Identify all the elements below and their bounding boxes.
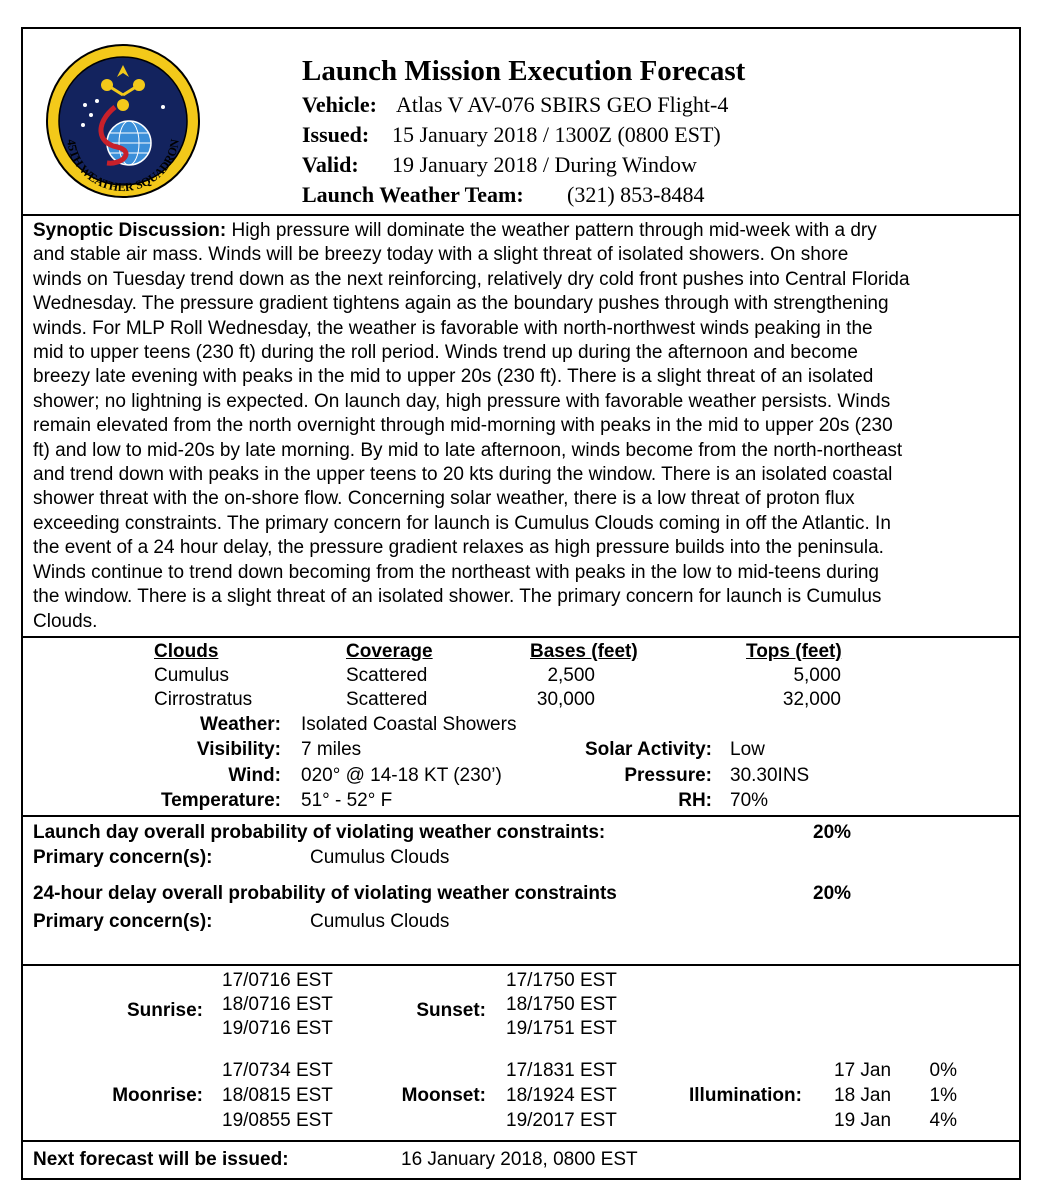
pressure-label: Pressure: <box>624 765 712 786</box>
team-label: Launch Weather Team: <box>302 182 524 207</box>
vehicle-label: Vehicle: <box>302 92 377 117</box>
cloud-tops: 32,000 <box>782 689 841 710</box>
cloud-tops: 5,000 <box>793 665 841 686</box>
synoptic-text: High pressure will dominate the weather pattern through mid-week with a dry and stable air mass. Winds will be breezy today with a slight threat of isolated showers. On shore winds on Tuesday trend down as the next reinforcing, relatively dry cold front pushes into Central Florida Wednesday. The pressure gradient tightens again as the boundary pushes through with strengthening winds. For MLP Roll Wednesday, the weather is favorable with north-northwest winds peaking in the mid to upper teens (230 ft) during the roll period. Winds trend up during the afternoon and become breezy late evening with peaks in the mid to upper 20s (230 ft). There is a slight threat of an isolated shower; no lightning is expected. On launch day, high pressure with favorable weather persists. Winds remain elevated from the north overnight through mid-morning with peaks in the mid to upper 20s (230 ft) and low to mid-20s by late morning. By mid to late afternoon, winds become from the north-northeast and trend down with peaks in the upper teens to 20 kts during the window. There is an isolated coastal shower threat with the on-shore flow. Concerning solar weather, there is a low threat of proton flux exceeding constraints. The primary concern for launch is Cumulus Clouds coming in off the Atlantic. In the event of a 24 hour delay, the pressure gradient relaxes as high pressure builds into the peninsula. Winds continue to trend down becoming from the northeast with peaks in the low to mid-teens during the window. There is a slight threat of an isolated shower. The primary concern for launch is Cumulus Clouds. <box>33 220 910 632</box>
issued-value: 15 January 2018 / 1300Z (0800 EST) <box>392 122 721 147</box>
coverage-header: Coverage <box>346 641 433 662</box>
next-forecast-value: 16 January 2018, 0800 EST <box>401 1149 638 1170</box>
cloud-coverage: Scattered <box>346 665 428 686</box>
divider <box>23 964 1019 966</box>
valid-label: Valid: <box>302 152 359 177</box>
cloud-type: Cirrostratus <box>154 689 253 710</box>
moonset-time: 18/1924 EST <box>506 1085 617 1106</box>
rh-value: 70% <box>730 790 769 811</box>
visibility-label: Visibility: <box>196 739 281 760</box>
sunrise-time: 18/0716 EST <box>222 994 333 1015</box>
vehicle-value: Atlas V AV-076 SBIRS GEO Flight-4 <box>396 92 729 117</box>
cloud-bases: 2,500 <box>547 665 595 686</box>
sunrise-label: Sunrise: <box>126 1000 203 1021</box>
sunset-time: 17/1750 EST <box>506 970 617 991</box>
bases-header: Bases (feet) <box>530 641 638 662</box>
moonset-time: 17/1831 EST <box>506 1060 617 1081</box>
launch-probability-label: Launch day overall probability of violating weather constraints: <box>33 822 606 843</box>
forecast-document <box>21 27 1021 1180</box>
illumination-label: Illumination: <box>689 1085 802 1106</box>
illumination-day: 19 Jan <box>834 1110 892 1131</box>
cloud-bases: 30,000 <box>536 689 595 710</box>
cloud-type: Cumulus <box>154 665 229 686</box>
clouds-header: Clouds <box>154 641 219 662</box>
divider <box>23 214 1019 216</box>
wind-value: 020° @ 14-18 KT (230’) <box>301 765 502 786</box>
wind-label: Wind: <box>228 765 281 786</box>
rh-label: RH: <box>678 790 712 811</box>
sunset-time: 18/1750 EST <box>506 994 617 1015</box>
delay-probability-label: 24-hour delay overall probability of violating weather constraints <box>33 883 617 904</box>
moonrise-label: Moonrise: <box>112 1085 203 1106</box>
illumination-value: 1% <box>929 1085 957 1106</box>
divider <box>23 1140 1019 1142</box>
sunset-time: 19/1751 EST <box>506 1018 617 1039</box>
cloud-coverage: Scattered <box>346 689 428 710</box>
logo-caption: 45TH WEATHER SQUADRON <box>64 138 182 195</box>
launch-concern-label: Primary concern(s): <box>33 847 213 868</box>
solar-activity-label: Solar Activity: <box>584 739 712 760</box>
delay-probability-value: 20% <box>813 883 852 904</box>
sunrise-time: 19/0716 EST <box>222 1018 333 1039</box>
moonrise-time: 18/0815 EST <box>222 1085 333 1106</box>
weather-value: Isolated Coastal Showers <box>301 714 517 735</box>
moonrise-time: 17/0734 EST <box>222 1060 333 1081</box>
next-forecast-label: Next forecast will be issued: <box>33 1149 289 1170</box>
temperature-value: 51° - 52° F <box>301 790 393 811</box>
illumination-day: 17 Jan <box>834 1060 892 1081</box>
weather-label: Weather: <box>200 714 281 735</box>
team-phone: (321) 853-8484 <box>567 182 705 207</box>
pressure-value: 30.30INS <box>730 765 810 786</box>
sunset-label: Sunset: <box>416 1000 486 1021</box>
issued-label: Issued: <box>302 122 370 147</box>
delay-concern-label: Primary concern(s): <box>33 911 213 932</box>
launch-concern-value: Cumulus Clouds <box>310 847 450 868</box>
temperature-label: Temperature: <box>160 790 281 811</box>
synoptic-discussion <box>33 219 1015 634</box>
divider <box>23 815 1019 817</box>
launch-probability-value: 20% <box>813 822 852 843</box>
divider <box>23 636 1019 638</box>
page-title: Launch Mission Execution Forecast <box>302 55 746 87</box>
synoptic-label: Synoptic Discussion: <box>33 220 227 241</box>
solar-activity-value: Low <box>730 739 765 760</box>
moonset-time: 19/2017 EST <box>506 1110 617 1131</box>
valid-value: 19 January 2018 / During Window <box>392 152 697 177</box>
moonrise-time: 19/0855 EST <box>222 1110 333 1131</box>
illumination-value: 0% <box>929 1060 957 1081</box>
illumination-value: 4% <box>929 1110 957 1131</box>
moonset-label: Moonset: <box>401 1085 486 1106</box>
tops-header: Tops (feet) <box>746 641 842 662</box>
delay-concern-value: Cumulus Clouds <box>310 911 450 932</box>
sunrise-time: 17/0716 EST <box>222 970 333 991</box>
visibility-value: 7 miles <box>301 739 362 760</box>
illumination-day: 18 Jan <box>834 1085 892 1106</box>
squadron-logo <box>45 43 201 199</box>
